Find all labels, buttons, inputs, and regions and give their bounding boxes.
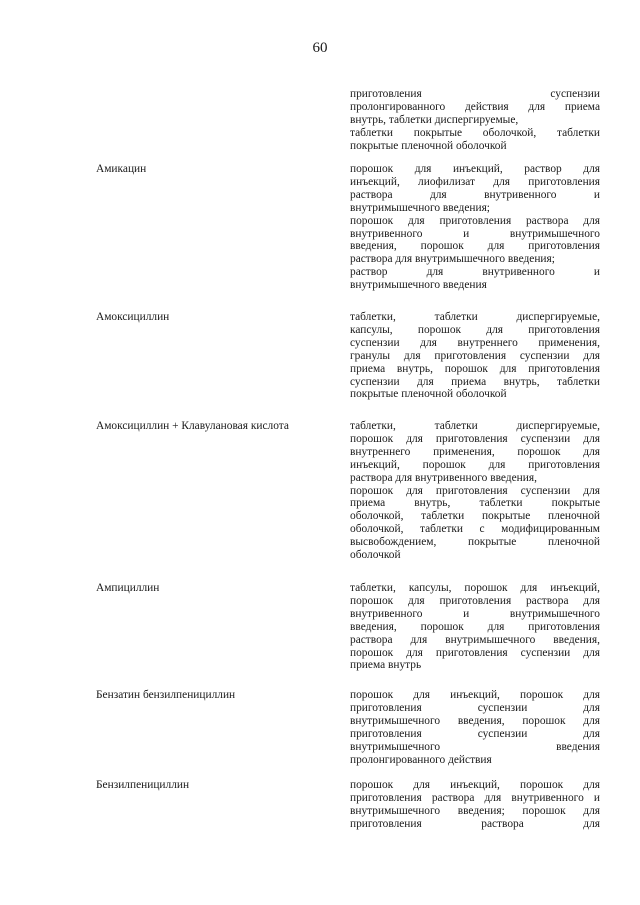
dosage-form-line: приема внутрь, таблетки покрытые xyxy=(350,497,600,510)
dosage-form-line: гранулы для приготовления суспензии для xyxy=(350,349,600,362)
dosage-form-line: оболочкой xyxy=(350,549,401,562)
dosage-form-line: введения, порошок для приготовления xyxy=(350,620,600,633)
dosage-form-line: приготовления суспензии xyxy=(350,88,600,100)
dosage-form-line: инъекций, порошок для приготовления xyxy=(350,458,600,471)
dosage-form-line: порошок для приготовления раствора для xyxy=(350,594,600,607)
drug-name: Амикацин xyxy=(96,163,147,175)
page-number: 60 xyxy=(312,40,328,56)
drug-name: Бензилпенициллин xyxy=(96,779,190,791)
dosage-form-line: приготовления раствора для xyxy=(350,817,600,830)
dosage-form-line: таблетки, капсулы, порошок для инъекций, xyxy=(350,582,600,594)
dosage-form-line: приготовления суспензии для xyxy=(350,701,600,714)
dosage-forms xyxy=(350,311,600,401)
dosage-form-line: введения, порошок для приготовления xyxy=(350,240,600,253)
dosage-forms xyxy=(350,779,600,831)
dosage-form-line: оболочкой, таблетки покрытые пленочной xyxy=(350,510,600,523)
dosage-form-line: суспензии для приема внутрь, таблетки xyxy=(350,375,600,388)
dosage-form-line: внутреннего применения, порошок для xyxy=(350,445,600,458)
dosage-form-line: таблетки, таблетки диспергируемые, xyxy=(350,311,600,323)
dosage-form-line: покрытые пленочной оболочкой xyxy=(350,139,507,152)
dosage-form-line: покрытые пленочной оболочкой xyxy=(350,388,507,401)
dosage-form-line: порошок для приготовления раствора для xyxy=(350,214,600,227)
dosage-form-line: порошок для инъекций, раствор для xyxy=(350,163,600,175)
dosage-form-line: внутрь, таблетки диспергируемые, xyxy=(350,113,519,126)
dosage-form-line: порошок для инъекций, порошок для xyxy=(350,779,600,791)
dosage-form-line: внутримышечного введения; порошок для xyxy=(350,804,600,817)
dosage-form-line: внутримышечного введения, порошок для xyxy=(350,714,600,727)
dosage-form-line: раствора для внутривенного введения, xyxy=(350,471,537,484)
dosage-form-line: раствор для внутривенного и xyxy=(350,266,600,279)
dosage-form-line: пролонгированного действия для приема xyxy=(350,100,600,113)
dosage-forms xyxy=(350,163,600,292)
dosage-forms xyxy=(350,582,600,672)
dosage-form-line: приема внутрь, порошок для приготовления xyxy=(350,362,600,375)
dosage-form-line: приема внутрь xyxy=(350,659,422,672)
dosage-form-line: высвобождением, покрытые пленочной xyxy=(350,536,600,549)
dosage-form-line: внутривенного и внутримышечного xyxy=(350,227,600,240)
drug-name: Амоксициллин + Клавулановая кислота xyxy=(96,420,289,432)
drug-name: Амоксициллин xyxy=(96,311,170,323)
dosage-forms xyxy=(350,689,600,766)
dosage-form-line: внутривенного и внутримышечного xyxy=(350,607,600,620)
dosage-form-line: суспензии для внутреннего применения, xyxy=(350,336,600,349)
dosage-form-line: внутримышечного введения xyxy=(350,740,600,753)
dosage-form-line: таблетки покрытые оболочкой, таблетки xyxy=(350,126,600,139)
drug-name: Бензатин бензилпенициллин xyxy=(96,689,236,701)
dosage-form-line: таблетки, таблетки диспергируемые, xyxy=(350,420,600,432)
dosage-form-line: порошок для приготовления суспензии для xyxy=(350,646,600,659)
dosage-form-line: внутримышечного введения xyxy=(350,279,487,292)
dosage-form-line: внутримышечного введения; xyxy=(350,201,490,214)
dosage-form-line: пролонгированного действия xyxy=(350,753,492,766)
dosage-form-line: порошок для инъекций, порошок для xyxy=(350,689,600,701)
dosage-form-line: порошок для приготовления суспензии для xyxy=(350,432,600,445)
dosage-form-line: раствора для внутримышечного введения, xyxy=(350,633,600,646)
dosage-form-line: раствора для внутримышечного введения; xyxy=(350,253,555,266)
dosage-forms xyxy=(350,88,600,153)
dosage-form-line: оболочкой, таблетки с модифицированным xyxy=(350,523,600,536)
dosage-form-line: инъекций, лиофилизат для приготовления xyxy=(350,175,600,188)
dosage-form-line: раствора для внутривенного и xyxy=(350,188,600,201)
dosage-forms xyxy=(350,420,600,562)
drug-name: Ампициллин xyxy=(96,582,160,594)
dosage-form-line: приготовления суспензии для xyxy=(350,727,600,740)
dosage-form-line: порошок для приготовления суспензии для xyxy=(350,484,600,497)
dosage-form-line: капсулы, порошок для приготовления xyxy=(350,323,600,336)
dosage-form-line: приготовления раствора для внутривенного и xyxy=(350,791,600,804)
